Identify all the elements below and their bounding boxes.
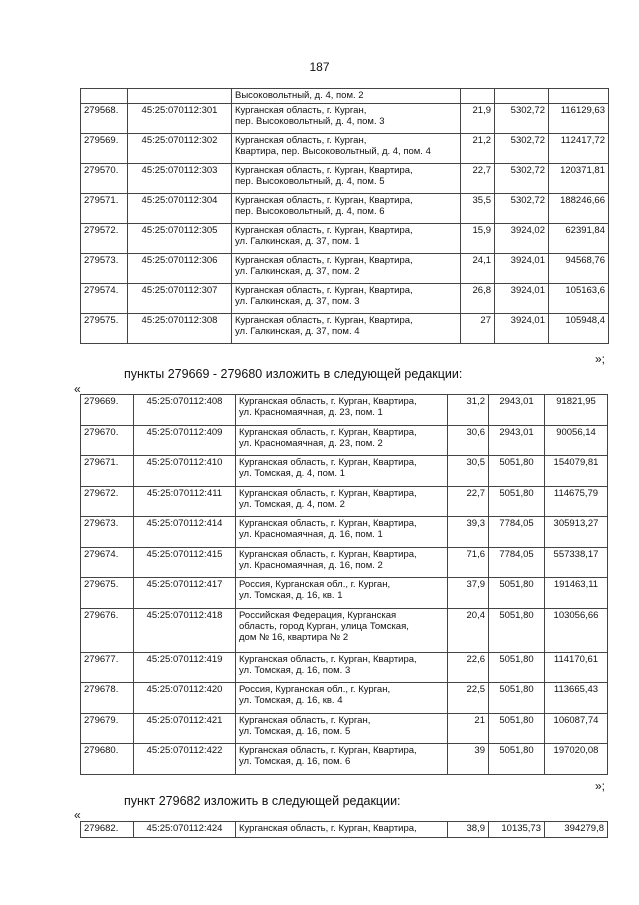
cell-area: 39,3	[448, 517, 489, 548]
cell-value: 113665,43	[545, 683, 608, 714]
cell-cadastral: 45:25:070112:409	[134, 425, 236, 456]
address-line: ул. Томская, д. 16, пом. 6	[239, 756, 351, 767]
cell-address	[236, 822, 448, 838]
cell-area: 38,9	[448, 822, 489, 838]
cell-num	[81, 89, 128, 104]
cell-area: 21,2	[461, 134, 495, 164]
address-line: Курганская область, г. Курган, Квартира,	[239, 745, 417, 756]
cell-address	[232, 104, 461, 134]
table-row	[81, 578, 608, 609]
opening-quote: «	[74, 382, 81, 396]
table-row	[81, 164, 609, 194]
address-line: Курганская область, г. Курган, Квартира,	[239, 487, 417, 499]
cell-cadastral: 45:25:070112:410	[134, 456, 236, 487]
cell-price: 5051,80	[489, 713, 545, 744]
cell-num: 279575.	[81, 314, 128, 344]
address-line: Курганская область, г. Курган,	[235, 105, 367, 116]
cell-num: 279680.	[81, 744, 134, 775]
cell-num: 279672.	[81, 486, 134, 517]
address-line: Россия, Курганская обл., г. Курган,	[239, 684, 391, 695]
cell-address	[236, 683, 448, 714]
address-line: Курганская область, г. Курган, Квартира,	[235, 165, 413, 176]
address-line: ул. Томская, д. 16, кв. 1	[239, 590, 343, 601]
table-row	[81, 608, 608, 652]
cell-address	[236, 547, 448, 578]
cell-value: 91821,95	[545, 395, 608, 426]
cell-address	[236, 517, 448, 548]
table-row	[81, 425, 608, 456]
table-row	[81, 104, 609, 134]
table-2	[80, 394, 608, 775]
cell-num: 279682.	[81, 822, 134, 838]
address-line: Российская Федерация, Курганская	[239, 609, 397, 621]
cell-area: 71,6	[448, 547, 489, 578]
cell-price: 3924,01	[495, 314, 549, 344]
cell-value: 105163,6	[549, 284, 609, 314]
cell-cadastral: 45:25:070112:303	[128, 164, 232, 194]
cell-value: 90056,14	[545, 425, 608, 456]
table-row	[81, 822, 608, 838]
cell-price: 3924,01	[495, 284, 549, 314]
cell-cadastral: 45:25:070112:305	[128, 224, 232, 254]
opening-quote: «	[74, 808, 81, 822]
cell-value: 557338,17	[545, 547, 608, 578]
table-row	[81, 652, 608, 683]
cell-num: 279673.	[81, 517, 134, 548]
cell-cadastral: 45:25:070112:411	[134, 486, 236, 517]
cell-price: 5051,80	[489, 456, 545, 487]
cell-value: 62391,84	[549, 224, 609, 254]
cell-address	[236, 608, 448, 652]
cell-price: 7784,05	[489, 517, 545, 548]
cell-value: 116129,63	[549, 104, 609, 134]
table-row	[81, 254, 609, 284]
cell-num: 279669.	[81, 395, 134, 426]
cell-cadastral: 45:25:070112:414	[134, 517, 236, 548]
cell-cadastral: 45:25:070112:424	[134, 822, 236, 838]
cell-price: 5302,72	[495, 194, 549, 224]
cell-area: 27	[461, 314, 495, 344]
table-row	[81, 744, 608, 775]
cell-value: 191463,11	[545, 578, 608, 609]
table-row	[81, 517, 608, 548]
cell-price	[495, 89, 549, 104]
cell-value: 188246,66	[549, 194, 609, 224]
cell-area: 26,8	[461, 284, 495, 314]
cell-address	[232, 89, 461, 104]
cell-price: 5302,72	[495, 104, 549, 134]
address-line: ул. Галкинская, д. 37, пом. 4	[235, 326, 360, 337]
cell-num: 279674.	[81, 547, 134, 578]
address-line: Курганская область, г. Курган, Квартира,	[235, 285, 413, 296]
cell-cadastral: 45:25:070112:306	[128, 254, 232, 284]
address-line: Курганская область, г. Курган, Квартира,	[239, 653, 417, 665]
closing-mark: »;	[595, 779, 606, 793]
address-line: ул. Галкинская, д. 37, пом. 2	[235, 266, 360, 277]
cell-cadastral: 45:25:070112:302	[128, 134, 232, 164]
cell-value: 114675,79	[545, 486, 608, 517]
cell-area: 35,5	[461, 194, 495, 224]
address-line: Курганская область, г. Курган, Квартира,	[239, 396, 417, 407]
cell-address	[232, 194, 461, 224]
address-line: Курганская область, г. Курган, Квартира,	[235, 195, 413, 206]
address-line: ул. Красномаячная, д. 23, пом. 2	[239, 437, 383, 449]
cell-area: 22,5	[448, 683, 489, 714]
address-line: ул. Томская, д. 16, пом. 3	[239, 664, 351, 676]
cell-area: 15,9	[461, 224, 495, 254]
cell-cadastral: 45:25:070112:422	[134, 744, 236, 775]
cell-value: 105948,4	[549, 314, 609, 344]
cell-price: 10135,73	[489, 822, 545, 838]
address-line: пер. Высоковольтный, д. 4, пом. 3	[235, 116, 385, 127]
address-line: пер. Высоковольтный, д. 4, пом. 6	[235, 206, 385, 217]
cell-price: 7784,05	[489, 547, 545, 578]
cell-cadastral: 45:25:070112:307	[128, 284, 232, 314]
cell-value: 114170,61	[545, 652, 608, 683]
address-line: Курганская область, г. Курган, Квартира,	[239, 518, 417, 529]
cell-cadastral: 45:25:070112:418	[134, 608, 236, 652]
cell-address	[232, 314, 461, 344]
table-1	[80, 88, 609, 344]
cell-value: 394279,8	[545, 822, 608, 838]
cell-price: 5051,80	[489, 486, 545, 517]
cell-cadastral: 45:25:070112:304	[128, 194, 232, 224]
cell-cadastral: 45:25:070112:308	[128, 314, 232, 344]
cell-num: 279675.	[81, 578, 134, 609]
address-line: Курганская область, г. Курган, Квартира,	[239, 548, 417, 560]
cell-address	[232, 254, 461, 284]
address-line: ул. Красномаячная, д. 23, пом. 1	[239, 407, 383, 418]
address-line: ул. Галкинская, д. 37, пом. 1	[235, 236, 360, 247]
cell-num: 279671.	[81, 456, 134, 487]
table-row	[81, 134, 609, 164]
closing-mark: »;	[595, 352, 606, 366]
address-line: область, город Курган, улица Томская,	[239, 620, 409, 632]
table-row	[81, 683, 608, 714]
cell-cadastral: 45:25:070112:420	[134, 683, 236, 714]
cell-cadastral: 45:25:070112:408	[134, 395, 236, 426]
cell-price: 5051,80	[489, 608, 545, 652]
page-number: 187	[309, 60, 330, 74]
cell-cadastral: 45:25:070112:415	[134, 547, 236, 578]
table-row	[81, 194, 609, 224]
address-line: Высоковольтный, д. 4, пом. 2	[235, 90, 364, 101]
cell-address	[236, 395, 448, 426]
cell-price: 2943,01	[489, 425, 545, 456]
cell-area: 37,9	[448, 578, 489, 609]
cell-address	[236, 578, 448, 609]
cell-num: 279676.	[81, 608, 134, 652]
cell-price: 3924,02	[495, 224, 549, 254]
cell-num: 279678.	[81, 683, 134, 714]
cell-price: 5302,72	[495, 134, 549, 164]
cell-area: 21	[448, 713, 489, 744]
cell-address	[236, 486, 448, 517]
cell-area: 24,1	[461, 254, 495, 284]
cell-price: 5051,80	[489, 578, 545, 609]
cell-num: 279568.	[81, 104, 128, 134]
address-line: ул. Томская, д. 4, пом. 1	[239, 468, 345, 479]
cell-value	[549, 89, 609, 104]
cell-num: 279570.	[81, 164, 128, 194]
address-line: Курганская область, г. Курган, Квартира,	[239, 426, 417, 438]
cell-price: 5051,80	[489, 652, 545, 683]
cell-area: 39	[448, 744, 489, 775]
cell-address	[236, 425, 448, 456]
cell-cadastral: 45:25:070112:419	[134, 652, 236, 683]
table-row	[81, 713, 608, 744]
cell-cadastral	[128, 89, 232, 104]
address-line: Квартира, пер. Высоковольтный, д. 4, пом. 4	[235, 146, 431, 157]
table-row	[81, 89, 609, 104]
address-line: дом № 16, квартира № 2	[239, 631, 349, 643]
cell-address	[232, 134, 461, 164]
cell-num: 279572.	[81, 224, 128, 254]
cell-value: 106087,74	[545, 713, 608, 744]
cell-value: 103056,66	[545, 608, 608, 652]
cell-area: 22,7	[461, 164, 495, 194]
address-line: ул. Томская, д. 16, кв. 4	[239, 695, 343, 706]
cell-value: 154079,81	[545, 456, 608, 487]
cell-num: 279677.	[81, 652, 134, 683]
table-row	[81, 486, 608, 517]
address-line: Курганская область, г. Курган, Квартира,	[239, 823, 417, 834]
cell-price: 3924,01	[495, 254, 549, 284]
cell-address	[232, 284, 461, 314]
cell-price: 5051,80	[489, 683, 545, 714]
cell-area: 30,5	[448, 456, 489, 487]
cell-address	[236, 456, 448, 487]
table-row	[81, 314, 609, 344]
cell-value: 197020,08	[545, 744, 608, 775]
address-line: Курганская область, г. Курган, Квартира,	[235, 315, 413, 326]
cell-value: 120371,81	[549, 164, 609, 194]
table-row	[81, 284, 609, 314]
amendment-instruction: пункты 279669 - 279680 изложить в следующей редакции:	[124, 367, 463, 381]
cell-cadastral: 45:25:070112:301	[128, 104, 232, 134]
cell-address	[232, 224, 461, 254]
cell-value: 94568,76	[549, 254, 609, 284]
table-3	[80, 821, 608, 838]
cell-address	[236, 713, 448, 744]
table-row	[81, 547, 608, 578]
cell-num: 279679.	[81, 713, 134, 744]
address-line: ул. Красномаячная, д. 16, пом. 1	[239, 529, 383, 540]
address-line: ул. Томская, д. 4, пом. 2	[239, 498, 345, 510]
address-line: Курганская область, г. Курган, Квартира,	[235, 255, 413, 266]
cell-area: 21,9	[461, 104, 495, 134]
address-line: Курганская область, г. Курган,	[235, 135, 367, 146]
address-line: Курганская область, г. Курган, Квартира,	[235, 225, 413, 236]
cell-address	[236, 744, 448, 775]
cell-address	[232, 164, 461, 194]
address-line: ул. Томская, д. 16, пом. 5	[239, 725, 351, 737]
cell-area	[461, 89, 495, 104]
cell-price: 5302,72	[495, 164, 549, 194]
cell-area: 22,7	[448, 486, 489, 517]
cell-area: 31,2	[448, 395, 489, 426]
cell-area: 22,6	[448, 652, 489, 683]
cell-cadastral: 45:25:070112:417	[134, 578, 236, 609]
address-line: Курганская область, г. Курган, Квартира,	[239, 457, 417, 468]
cell-cadastral: 45:25:070112:421	[134, 713, 236, 744]
cell-num: 279571.	[81, 194, 128, 224]
table-row	[81, 456, 608, 487]
cell-num: 279574.	[81, 284, 128, 314]
amendment-instruction: пункт 279682 изложить в следующей редакции:	[124, 794, 401, 808]
address-line: ул. Красномаячная, д. 16, пом. 2	[239, 559, 383, 571]
address-line: ул. Галкинская, д. 37, пом. 3	[235, 296, 360, 307]
table-row	[81, 395, 608, 426]
table-row	[81, 224, 609, 254]
cell-price: 2943,01	[489, 395, 545, 426]
cell-num: 279670.	[81, 425, 134, 456]
address-line: Курганская область, г. Курган,	[239, 714, 371, 726]
cell-area: 30,6	[448, 425, 489, 456]
cell-value: 305913,27	[545, 517, 608, 548]
cell-num: 279573.	[81, 254, 128, 284]
cell-area: 20,4	[448, 608, 489, 652]
cell-address	[236, 652, 448, 683]
cell-price: 5051,80	[489, 744, 545, 775]
cell-value: 112417,72	[549, 134, 609, 164]
address-line: Россия, Курганская обл., г. Курган,	[239, 579, 391, 590]
cell-num: 279569.	[81, 134, 128, 164]
address-line: пер. Высоковольтный, д. 4, пом. 5	[235, 176, 385, 187]
